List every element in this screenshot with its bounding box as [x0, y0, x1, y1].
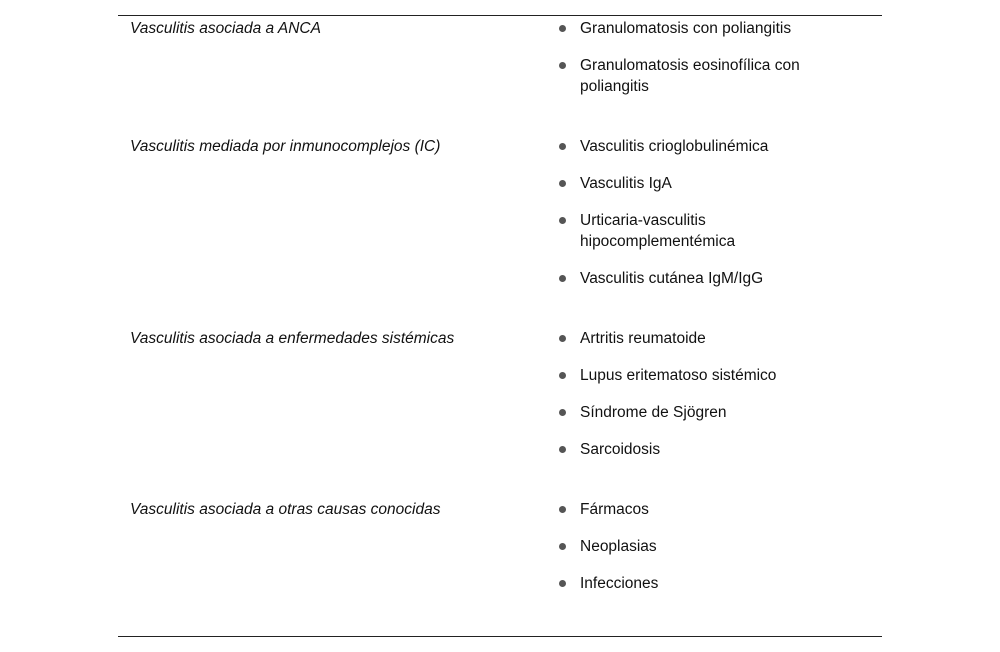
list-item	[536, 173, 860, 194]
list-item	[536, 268, 860, 289]
table-row	[118, 18, 882, 113]
list-item-label: Granulomatosis con poliangitis	[580, 20, 792, 37]
item-list	[528, 499, 882, 610]
table-row	[118, 328, 882, 476]
list-item-label: Fármacos	[580, 501, 649, 518]
list-item-label: Vasculitis crioglobulinémica	[580, 138, 769, 155]
list-item	[536, 499, 860, 520]
bullet-icon	[559, 580, 566, 587]
bullet-icon	[559, 143, 566, 150]
list-item	[536, 536, 860, 557]
bullet-icon	[559, 217, 566, 224]
list-item-label: Lupus eritematoso sistémico	[580, 367, 777, 384]
list-item	[536, 573, 860, 594]
category-label: Vasculitis mediada por inmunocomplejos (IC)	[130, 138, 441, 155]
list-item	[536, 402, 860, 423]
list-item-label: Infecciones	[580, 575, 659, 592]
list-item	[536, 328, 860, 349]
item-list	[528, 18, 882, 113]
table-row	[118, 499, 882, 610]
list-item-label: Artritis reumatoide	[580, 330, 706, 347]
category-label: Vasculitis asociada a ANCA	[130, 20, 321, 37]
bullet-icon	[559, 543, 566, 550]
item-list	[528, 136, 882, 305]
bullet-icon	[559, 409, 566, 416]
category-label: Vasculitis asociada a otras causas conocidas	[130, 501, 441, 518]
list-item	[536, 136, 860, 157]
bullet-icon	[559, 275, 566, 282]
bullet-icon	[559, 335, 566, 342]
list-item	[536, 18, 860, 39]
list-item-label: Vasculitis cutánea IgM/IgG	[580, 270, 764, 287]
vasculitis-classification-table	[118, 16, 882, 610]
list-item-label: Granulomatosis eosinofílica con poliangitis	[580, 57, 800, 95]
item-list	[528, 328, 882, 476]
list-item	[536, 55, 860, 97]
bullet-icon	[559, 25, 566, 32]
table-bottom-rule	[118, 636, 882, 637]
list-item-label: Sarcoidosis	[580, 441, 661, 458]
bullet-icon	[559, 62, 566, 69]
list-item	[536, 439, 860, 460]
table-row	[118, 136, 882, 305]
list-item	[536, 365, 860, 386]
category-label: Vasculitis asociada a enfermedades sistémicas	[130, 330, 455, 347]
bullet-icon	[559, 506, 566, 513]
bullet-icon	[559, 372, 566, 379]
bullet-icon	[559, 180, 566, 187]
bullet-icon	[559, 446, 566, 453]
list-item-label: Síndrome de Sjögren	[580, 404, 727, 421]
list-item-label: Urticaria-vasculitis hipocomplementémica	[580, 212, 736, 250]
list-item	[536, 210, 780, 252]
list-item-label: Vasculitis IgA	[580, 175, 672, 192]
list-item-label: Neoplasias	[580, 538, 657, 555]
